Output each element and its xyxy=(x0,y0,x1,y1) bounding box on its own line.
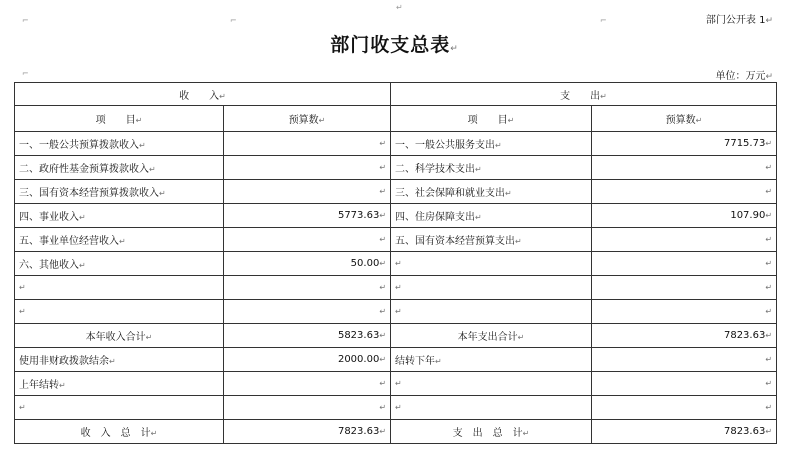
table-row xyxy=(15,396,777,420)
expense-value: ↵ xyxy=(592,228,777,252)
corner-mark: ⌐ xyxy=(600,16,607,25)
expense-total-value: 7823.63↵ xyxy=(592,420,777,444)
table-row xyxy=(15,300,777,324)
table-row xyxy=(15,276,777,300)
table-row xyxy=(15,348,777,372)
income-value: ↵ xyxy=(224,156,391,180)
expense-item: ↵ xyxy=(391,252,592,276)
corner-mark: ⌐ xyxy=(22,16,29,25)
table-row xyxy=(15,180,777,204)
corner-mark: ↵ xyxy=(396,3,403,12)
income-item: ↵ xyxy=(15,396,224,420)
grand-total-row xyxy=(15,420,777,444)
income-item: 二、政府性基金预算拨款收入↵ xyxy=(15,156,224,180)
income-item: ↵ xyxy=(15,276,224,300)
income-item: 上年结转↵ xyxy=(15,372,224,396)
income-value: ↵ xyxy=(224,396,391,420)
table-row xyxy=(15,132,777,156)
column-header-row xyxy=(15,106,777,132)
expense-value: ↵ xyxy=(592,372,777,396)
corner-mark: ⌐ xyxy=(22,69,29,78)
income-value: ↵ xyxy=(224,372,391,396)
income-value: ↵ xyxy=(224,228,391,252)
form-number: 部门公开表 1↵ xyxy=(705,15,773,26)
income-total-label: 收 入 总 计↵ xyxy=(15,420,224,444)
expense-value: 107.90↵ xyxy=(592,204,777,228)
income-value: ↵ xyxy=(224,180,391,204)
expense-value: ↵ xyxy=(592,180,777,204)
income-item: 一、一般公共预算拨款收入↵ xyxy=(15,132,224,156)
expense-item: 五、国有资本经营预算支出↵ xyxy=(391,228,592,252)
income-item: ↵ xyxy=(15,300,224,324)
expense-item: ↵ xyxy=(391,276,592,300)
income-subtotal-label: 本年收入合计↵ xyxy=(15,324,224,348)
table-row xyxy=(15,252,777,276)
income-item: 六、其他收入↵ xyxy=(15,252,224,276)
unit-label: 单位：万元↵ xyxy=(715,71,773,82)
expense-item: 二、科学技术支出↵ xyxy=(391,156,592,180)
expense-item: ↵ xyxy=(391,372,592,396)
expense-item: 三、社会保障和就业支出↵ xyxy=(391,180,592,204)
income-value: 5773.63↵ xyxy=(224,204,391,228)
income-item: 使用非财政拨款结余↵ xyxy=(15,348,224,372)
expense-value: ↵ xyxy=(592,348,777,372)
income-budget-header: 预算数↵ xyxy=(224,106,391,132)
expense-value: 7715.73↵ xyxy=(592,132,777,156)
income-subtotal-value: 5823.63↵ xyxy=(224,324,391,348)
expense-budget-header: 预算数↵ xyxy=(592,106,777,132)
income-item-header: 项 目↵ xyxy=(15,106,224,132)
expense-item: 一、一般公共服务支出↵ xyxy=(391,132,592,156)
expense-item: 结转下年↵ xyxy=(391,348,592,372)
income-total-value: 7823.63↵ xyxy=(224,420,391,444)
subtotal-row xyxy=(15,324,777,348)
expense-header: 支 出↵ xyxy=(391,83,777,106)
income-value: ↵ xyxy=(224,132,391,156)
table-row xyxy=(15,372,777,396)
income-value: ↵ xyxy=(224,300,391,324)
expense-subtotal-label: 本年支出合计↵ xyxy=(391,324,592,348)
page-title: 部门收支总表↵ xyxy=(330,34,459,56)
expense-subtotal-value: 7823.63↵ xyxy=(592,324,777,348)
corner-mark: ⌐ xyxy=(230,16,237,25)
expense-value: ↵ xyxy=(592,300,777,324)
expense-total-label: 支 出 总 计↵ xyxy=(391,420,592,444)
table-row xyxy=(15,204,777,228)
table-row xyxy=(15,228,777,252)
expense-item-header: 项 目↵ xyxy=(391,106,592,132)
income-value: ↵ xyxy=(224,276,391,300)
income-value: 50.00↵ xyxy=(224,252,391,276)
expense-item: ↵ xyxy=(391,300,592,324)
section-header-row xyxy=(15,83,777,106)
income-value: 2000.00↵ xyxy=(224,348,391,372)
expense-value: ↵ xyxy=(592,252,777,276)
expense-item: 四、住房保障支出↵ xyxy=(391,204,592,228)
income-item: 四、事业收入↵ xyxy=(15,204,224,228)
income-item: 三、国有资本经营预算拨款收入↵ xyxy=(15,180,224,204)
expense-value: ↵ xyxy=(592,396,777,420)
expense-value: ↵ xyxy=(592,276,777,300)
income-item: 五、事业单位经营收入↵ xyxy=(15,228,224,252)
expense-item: ↵ xyxy=(391,396,592,420)
table-row xyxy=(15,156,777,180)
budget-summary-table xyxy=(14,82,777,444)
expense-value: ↵ xyxy=(592,156,777,180)
income-header: 收 入↵ xyxy=(15,83,391,106)
